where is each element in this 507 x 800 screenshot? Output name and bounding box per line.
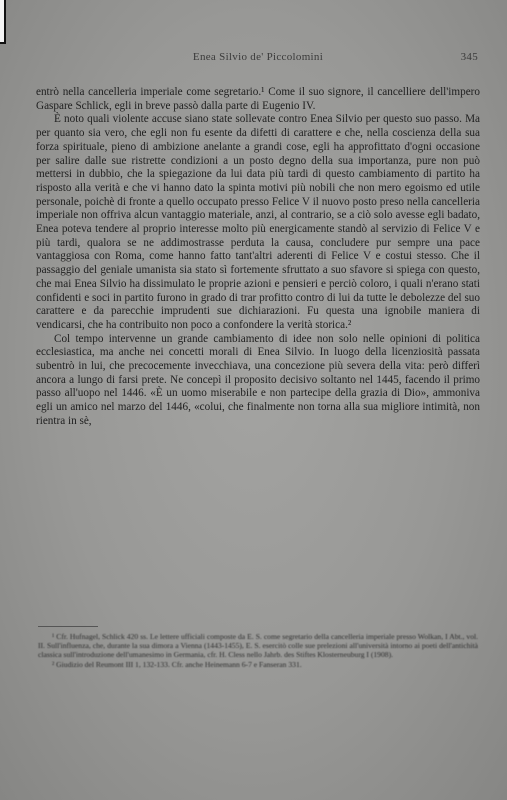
page-number: 345	[460, 51, 478, 63]
scan-corner-mark-highlight	[0, 0, 4, 42]
paragraph-1: entrò nella cancelleria imperiale come segretario.¹ Come il suo signore, il cancelliere dell'impero Gaspare Schlick, egli in breve passò dalla parte di Eugenio IV.	[36, 86, 480, 112]
main-text	[36, 86, 480, 429]
page-header	[38, 51, 478, 67]
footnotes	[38, 632, 478, 669]
paragraph-2: È noto quali violente accuse siano state sollevate contro Enea Silvio per questo suo passo. Ma per quanto sia vero, che egli non fu esente da difetti di carattere e che, nella coscienza della sua forza spirituale, pieno di ambizione anelante a grandi cose, egli ha approfittato d'ogni occasione per salire dalle sue ristrette condizioni a un posto degno della sua importanza, pure non può mettersi in dubbio, che la spiegazione da lui data più tardi di questo cambiamento di partito ha risposto alla verità e che vi hanno dato la spinta motivi più nobili che non mero egoismo ed utile personale, poichè di fronte a quello occupato presso Felice V il nuovo posto preso nella cancelleria imperiale non offriva alcun vantaggio materiale, anzi, al contrario, se a ciò solo avesse egli badato, Enea poteva tendere al proprio interesse molto più energicamente standò al servizio di Felice V e più tardi, qualora se ne addimostrasse perduta la causa, concludere pur sempre una pace vantaggiosa con Roma, come hanno fatto tant'altri aderenti di Felice V e costui stesso. Che il passaggio del geniale umanista sia stato sì fortemente sfruttato a suo sfavore si spiega con questo, che mai Enea Silvio ha dissimulato le proprie azioni e pensieri e perciò coloro, i quali n'erano stati confidenti e soci in partito furono in grado di trar profitto contro di lui da tutte le debolezze del suo carattere e da parecchie imprudenti sue dichiarazioni. Fu questa una ignobile maniera di vendicarsi, che ha contribuito non poco a confondere la verità storica.²	[36, 113, 480, 331]
paragraph-3: Col tempo intervenne un grande cambiamento di idee non solo nelle opinioni di politica ecclesiastica, ma anche nei concetti morali di Enea Silvio. In luogo della licenziosità passata subentrò in lui, che precocemente invecchiava, una concezione più severa della vita: però differì ancora a lungo di farsi prete. Ne concepì il proposito decisivo soltanto nel 1445, facendo il primo passo all'uopo nel 1446. «È un uomo miserabile e non partecipe della grazia di Dio», ammoniva egli un amico nel marzo del 1446, «colui, che finalmente non torna alla sua migliore intimità, non rientra in sè,	[36, 332, 480, 427]
footnote-rule	[38, 626, 98, 627]
footnote-2: ² Giudizio del Reumont III 1, 132-133. Cfr. anche Heinemann 6-7 e Fanseran 331.	[52, 659, 302, 669]
footnote-1: ¹ Cfr. Hufnagel, Schlick 420 ss. Le lettere ufficiali composte da E. S. come segretario della cancelleria imperiale presso Wolkan, I Abt., vol. II. Sull'influenza, che, durante la sua dimora a Vienna (1443-1455), E. S. esercitò colle sue prelezioni all'università intorno ai poeti dell'antichità classica sull'introduzione dell'umanesimo in Germania, cfr. H. Cless nello Jahrb. des Stiftes Klosterneuburg I (1908).	[38, 632, 478, 660]
scan-corner-mark	[0, 0, 6, 44]
running-title: Enea Silvio de' Piccolomini	[192, 51, 324, 63]
